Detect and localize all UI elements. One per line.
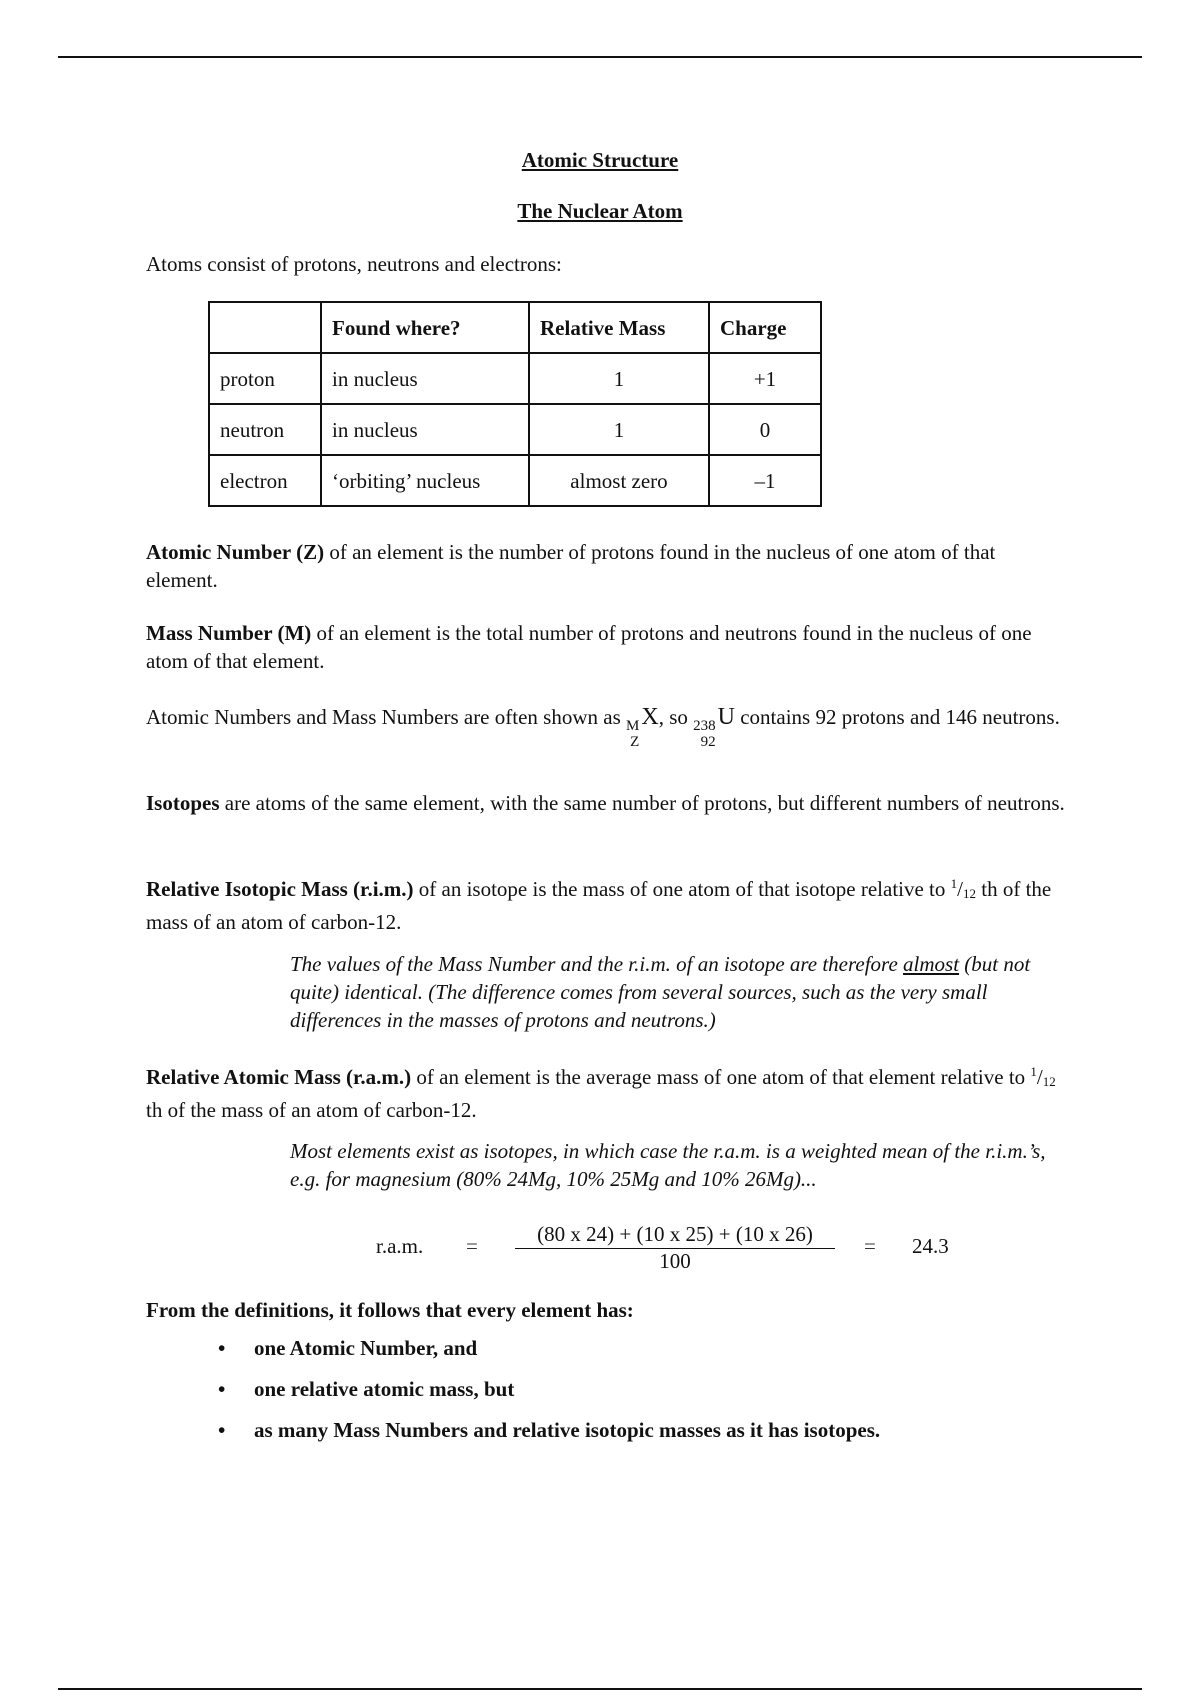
table-cell: neutron	[209, 404, 321, 455]
equation-lhs: r.a.m.	[376, 1234, 424, 1258]
equation-numerator: (80 x 24) + (10 x 25) + (10 x 26)	[515, 1220, 835, 1249]
bullet-list	[218, 1334, 880, 1457]
table-header: Relative Mass	[529, 302, 709, 353]
table-row	[209, 455, 821, 506]
top-rule	[58, 56, 1142, 58]
conclusion-text: From the definitions, it follows that every element has:	[146, 1298, 634, 1322]
ram-equation	[0, 1220, 1200, 1280]
table-header	[209, 302, 321, 353]
bottom-rule	[58, 1688, 1142, 1690]
table-header-row	[209, 302, 821, 353]
ram-note: Most elements exist as isotopes, in which case the r.a.m. is a weighted mean of the r.i.m.’s, e.g. for magnesium (80% 24Mg, 10% 25Mg and 10% 26Mg)...	[290, 1139, 1046, 1191]
table-row	[209, 404, 821, 455]
table-cell: –1	[709, 455, 821, 506]
one-twelfth-fraction: $^1/_{12}$	[1030, 1064, 1056, 1089]
rim-note: The values of the Mass Number and the r.i.m. of an isotope are therefore almost (but not quite) identical. (The difference comes from several sources, such as the very small differences in the masses of protons and neutrons.)	[290, 952, 1031, 1032]
intro-text: Atoms consist of protons, neutrons and electrons:	[146, 252, 562, 276]
equation-denominator: 100	[659, 1249, 691, 1273]
notation-paragraph: Atomic Numbers and Mass Numbers are often shown as M Z X, so 238 92 U contains 92 protons and 146 neutrons.	[146, 704, 1060, 750]
bullet-icon: •	[218, 1418, 226, 1442]
list-item: • one Atomic Number, and	[218, 1336, 478, 1360]
term: Atomic Number (Z)	[146, 540, 325, 564]
table-cell: 1	[529, 353, 709, 404]
table-cell: proton	[209, 353, 321, 404]
particle-table	[208, 301, 822, 507]
table-cell: in nucleus	[321, 404, 529, 455]
table-cell: in nucleus	[321, 353, 529, 404]
equals-sign: =	[466, 1234, 478, 1258]
table-cell: almost zero	[529, 455, 709, 506]
equals-sign: =	[864, 1234, 876, 1258]
bullet-icon: •	[218, 1377, 226, 1401]
term: Relative Atomic Mass (r.a.m.)	[146, 1065, 412, 1089]
table-header: Found where?	[321, 302, 529, 353]
page-title: Atomic Structure	[521, 148, 679, 172]
mass-number-definition: Mass Number (M) of an element is the total number of protons and neutrons found in the nucleus of one atom of that element.	[146, 621, 1032, 673]
atomic-number-definition: Atomic Number (Z) of an element is the number of protons found in the nucleus of one atom of that element.	[146, 540, 996, 592]
table-cell: 0	[709, 404, 821, 455]
bullet-icon: •	[218, 1336, 226, 1360]
equation-result: 24.3	[912, 1234, 949, 1258]
table-cell: electron	[209, 455, 321, 506]
table-cell: +1	[709, 353, 821, 404]
emphasis: almost	[903, 952, 960, 976]
list-item: • as many Mass Numbers and relative isotopic masses as it has isotopes.	[218, 1418, 881, 1442]
isotopes-definition: Isotopes are atoms of the same element, with the same number of protons, but different numbers of neutrons.	[146, 791, 1065, 815]
term: Relative Isotopic Mass (r.i.m.)	[146, 877, 414, 901]
table-cell: ‘orbiting’ nucleus	[321, 455, 529, 506]
table-header: Charge	[709, 302, 821, 353]
rim-definition: Relative Isotopic Mass (r.i.m.) of an isotope is the mass of one atom of that isotope relative to $^1/_{12}$ th of the mass of an atom of carbon-12.	[146, 870, 1066, 936]
section-title: The Nuclear Atom	[517, 199, 683, 223]
generic-nuclide: M Z X	[626, 704, 659, 750]
table-row	[209, 353, 821, 404]
table-cell: 1	[529, 404, 709, 455]
one-twelfth-fraction: $^1/_{12}$	[950, 876, 976, 901]
list-item: • one relative atomic mass, but	[218, 1377, 515, 1401]
term: Mass Number (M)	[146, 621, 312, 645]
term: Isotopes	[146, 791, 220, 815]
ram-definition: Relative Atomic Mass (r.a.m.) of an element is the average mass of one atom of that element relative to $^1/_{12}$ th of the mass of an atom of carbon-12.	[146, 1058, 1066, 1124]
uranium-nuclide: 238 92 U	[693, 704, 735, 750]
